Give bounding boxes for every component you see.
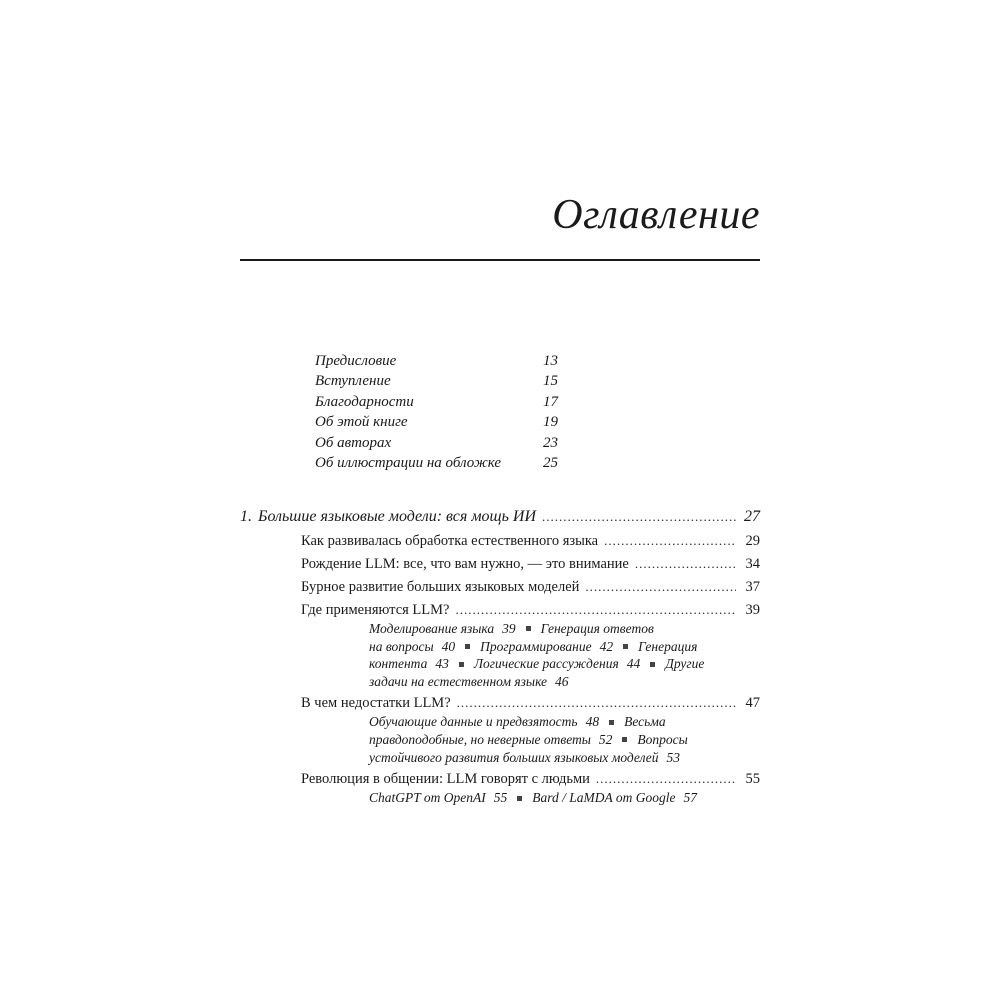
- front-matter-item[interactable]: [315, 371, 558, 391]
- front-matter-label: Об этой книге: [315, 414, 408, 431]
- subsection-page: 55: [493, 790, 508, 806]
- dot-leader: [542, 506, 736, 528]
- subsection-title[interactable]: устойчивого развития больших языковых моделей: [369, 749, 659, 765]
- front-matter-page: 23: [543, 434, 558, 451]
- separator-square-icon: [526, 626, 531, 631]
- front-matter-item[interactable]: [315, 351, 558, 371]
- subsection-title[interactable]: Генерация ответов: [540, 621, 654, 636]
- subsection-title[interactable]: Bard / LaMDA от Google: [532, 790, 676, 806]
- section-title: Революция в общении: LLM говорят с людьми: [301, 771, 590, 788]
- section-heading[interactable]: [301, 600, 760, 620]
- subsection-title[interactable]: Вопросы: [637, 731, 688, 747]
- front-matter-page: 19: [543, 414, 558, 431]
- section-page: 39: [745, 602, 760, 618]
- dot-leader: [457, 693, 736, 713]
- section-title: В чем недостатки LLM?: [301, 695, 451, 712]
- chapter-page: 27: [744, 508, 760, 525]
- section-heading[interactable]: [301, 769, 760, 789]
- subsection-title[interactable]: Генерация: [638, 638, 698, 654]
- front-matter-page: 17: [543, 393, 558, 410]
- subsection-title[interactable]: задачи на естественном языке: [369, 673, 548, 689]
- section-heading[interactable]: [301, 554, 760, 574]
- section: [240, 577, 760, 597]
- subsection-page: 46: [555, 673, 569, 689]
- subsection-page: 43: [435, 656, 449, 672]
- subsection-line: [369, 731, 732, 749]
- subsection-title[interactable]: Логические рассуждения: [473, 656, 619, 672]
- subsection-page: 57: [683, 790, 697, 806]
- chapter-title: Большие языковые модели: вся мощь ИИ: [258, 508, 536, 525]
- separator-square-icon: [459, 662, 464, 667]
- subsection-title[interactable]: Программирование: [480, 638, 592, 654]
- front-matter-page: 25: [543, 454, 558, 471]
- section-page: 47: [745, 695, 760, 712]
- subsection-page: 42: [599, 638, 614, 654]
- front-matter-page: 15: [543, 373, 558, 390]
- chapter-1: [240, 506, 760, 807]
- subsection-line: [369, 655, 732, 673]
- subsection-line: [369, 638, 732, 656]
- subsection-page: 52: [598, 731, 613, 747]
- separator-square-icon: [609, 720, 614, 725]
- section-heading[interactable]: [301, 577, 760, 597]
- separator-square-icon: [465, 644, 470, 649]
- chapter-heading[interactable]: [240, 506, 760, 528]
- section-heading[interactable]: [301, 693, 760, 713]
- subsection-page: 40: [441, 638, 456, 654]
- subsection-page: 53: [666, 749, 681, 765]
- section-list: [240, 531, 760, 807]
- section: [240, 600, 760, 690]
- subsection-line: [369, 749, 732, 767]
- subsection-list: [301, 789, 760, 807]
- front-matter-label: Об авторах: [315, 434, 392, 451]
- separator-square-icon: [623, 644, 628, 649]
- section-title: Где применяются LLM?: [301, 602, 450, 618]
- subsection-line: [369, 673, 732, 691]
- front-matter-item[interactable]: [315, 453, 558, 473]
- dot-leader: [585, 577, 736, 597]
- subsection-list: [301, 620, 760, 690]
- subsection-list: [301, 713, 760, 766]
- section: [240, 531, 760, 551]
- section-page: 55: [745, 771, 760, 788]
- dot-leader: [635, 554, 736, 574]
- subsection-page: 48: [585, 714, 600, 730]
- subsection-title[interactable]: Моделирование языка: [369, 621, 495, 636]
- subsection-title[interactable]: Обучающие данные и предвзятость: [369, 714, 578, 730]
- section: [240, 693, 760, 766]
- title-divider: [240, 259, 760, 261]
- subsection-title[interactable]: ChatGPT от OpenAI: [369, 790, 486, 806]
- front-matter-item[interactable]: [315, 412, 558, 432]
- front-matter-page: 13: [543, 353, 558, 369]
- front-matter-item[interactable]: [315, 433, 558, 453]
- separator-square-icon: [650, 662, 655, 667]
- subsection-line: [369, 789, 732, 807]
- section-page: 37: [745, 579, 760, 595]
- section: [240, 769, 760, 807]
- dot-leader: [455, 600, 736, 620]
- section-heading[interactable]: [301, 531, 760, 551]
- separator-square-icon: [622, 737, 627, 742]
- page-title: Оглавление: [552, 192, 760, 238]
- subsection-title[interactable]: на вопросы: [369, 638, 434, 654]
- section-page: 34: [745, 556, 760, 572]
- front-matter-label: Об иллюстрации на обложке: [315, 454, 502, 471]
- front-matter-label: Вступление: [315, 373, 391, 390]
- subsection-title[interactable]: Другие: [665, 656, 705, 672]
- dot-leader: [596, 769, 736, 789]
- subsection-title[interactable]: контента: [369, 656, 428, 672]
- section: [240, 554, 760, 574]
- front-matter-label: Благодарности: [315, 393, 414, 410]
- section-title: Рождение LLM: все, что вам нужно, — это внимание: [301, 556, 629, 572]
- section-page: 29: [745, 533, 760, 549]
- chapter-number: 1.: [240, 508, 252, 525]
- subsection-title[interactable]: Весьма: [624, 714, 666, 730]
- subsection-line: [369, 620, 732, 638]
- dot-leader: [604, 531, 736, 551]
- subsection-page: 39: [502, 621, 516, 636]
- section-title: Бурное развитие больших языковых моделей: [301, 579, 580, 595]
- front-matter-label: Предисловие: [315, 353, 397, 369]
- front-matter-item[interactable]: [315, 392, 558, 412]
- subsection-title[interactable]: правдоподобные, но неверные ответы: [369, 731, 591, 747]
- subsection-page: 44: [626, 656, 641, 672]
- section-title: Как развивалась обработка естественного языка: [301, 533, 599, 549]
- subsection-line: [369, 713, 732, 731]
- separator-square-icon: [517, 796, 522, 801]
- front-matter-list: [315, 351, 558, 473]
